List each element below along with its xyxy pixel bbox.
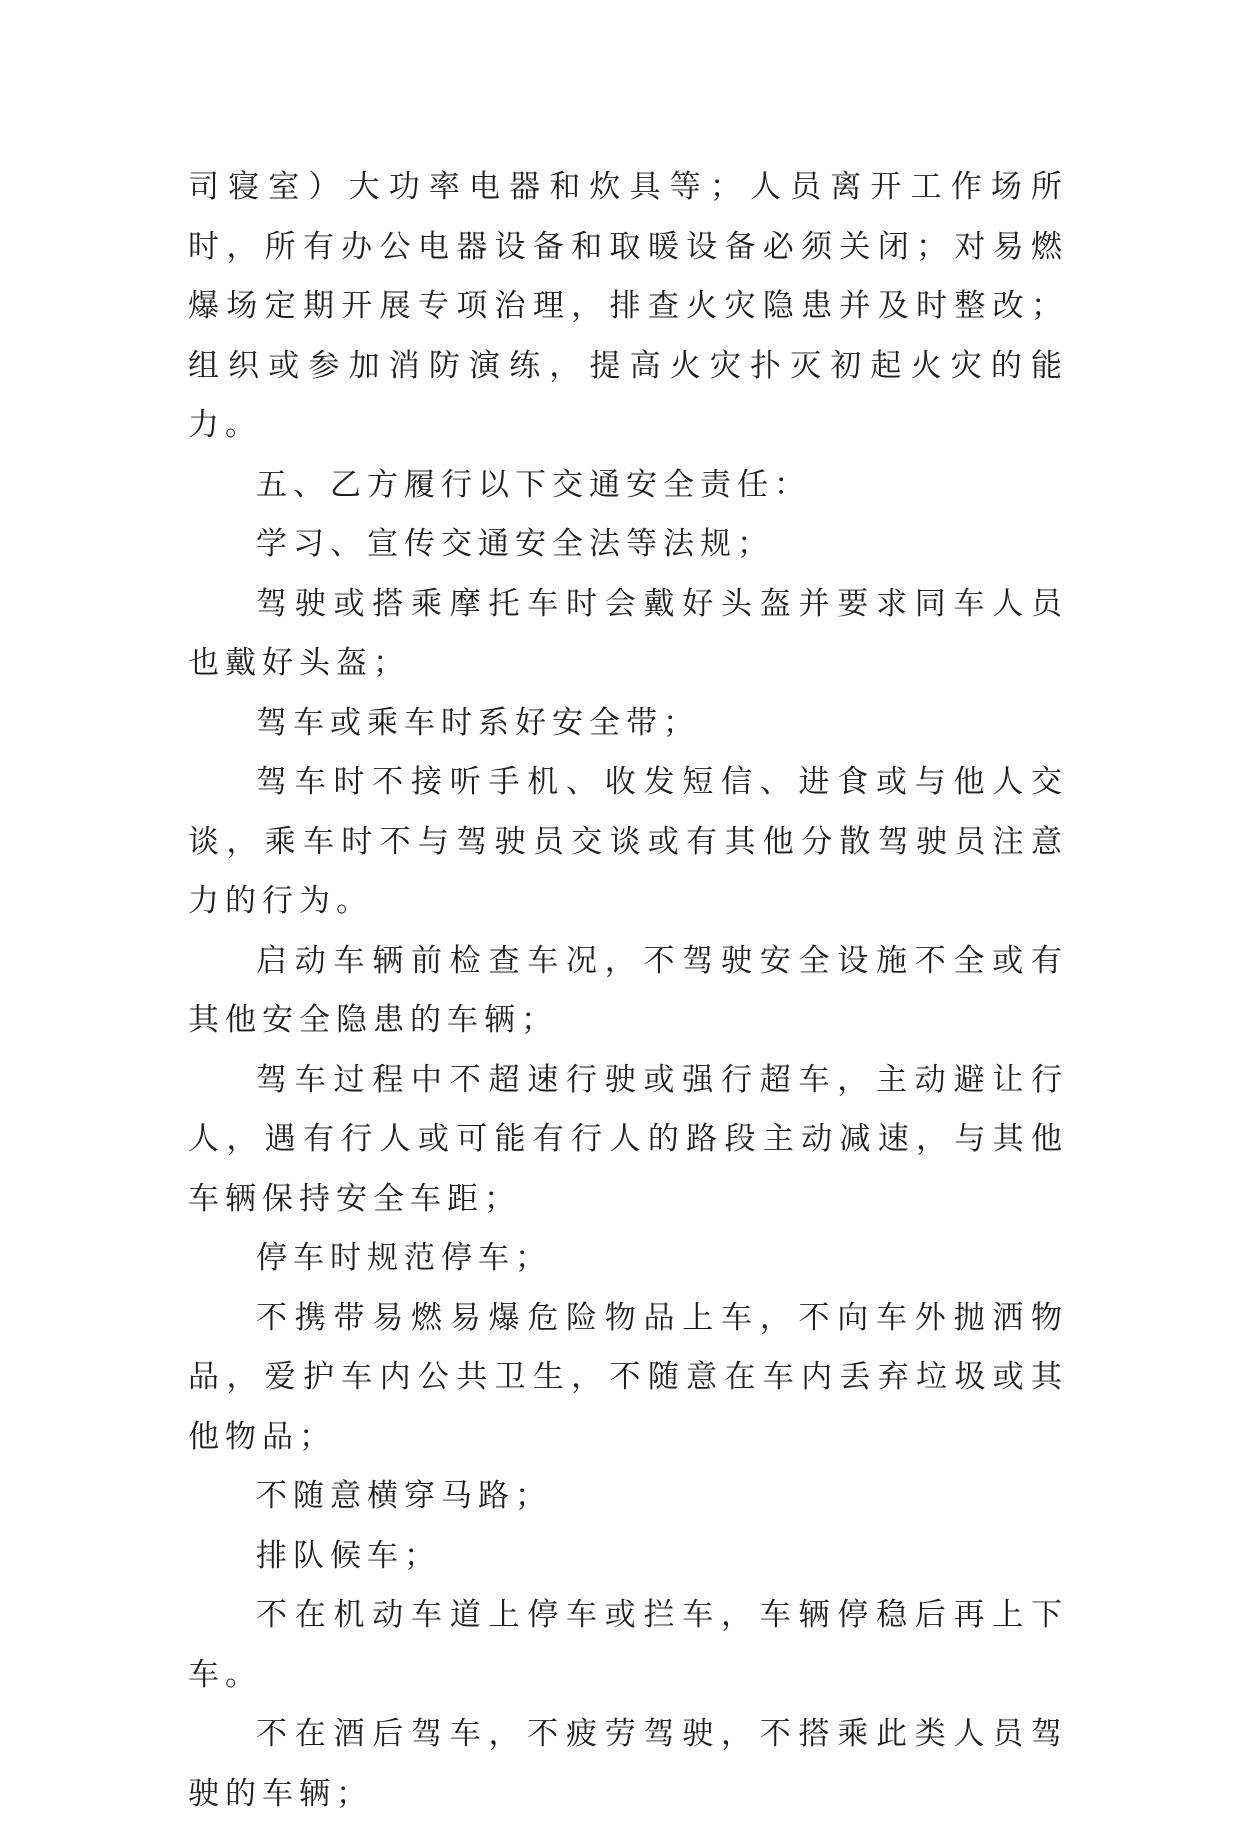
paragraph-fire-safety-continued: 司寝室）大功率电器和炊具等；人员离开工作场所时，所有办公电器设备和取暖设备必须关闭；对易燃爆场定期开展专项治理，排查火灾隐患并及时整改；组织或参加消防演练，提高火灾扑灭初起火灾的能力。	[188, 169, 1068, 443]
paragraph-item: 停车时规范停车；	[256, 1240, 552, 1276]
paragraph-traffic-heading: 五、乙方履行以下交通安全责任：	[256, 466, 811, 503]
paragraph-item: 驾车过程中不超速行驶或强行超车，主动避让行人，遇有行人或可能有行人的路段主动减速，与其他车辆保持安全车距；	[188, 1061, 1068, 1217]
paragraph-item: 学习、宣传交通安全法等法规；	[256, 526, 774, 562]
paragraph-item: 排队候车；	[256, 1537, 441, 1574]
paragraph-item: 不在酒后驾车，不疲劳驾驶，不搭乘此类人员驾驶的车辆；	[188, 1716, 1068, 1812]
paragraph-item: 启动车辆前检查车况，不驾驶安全设施不全或有其他安全隐患的车辆；	[188, 942, 1068, 1038]
paragraph-item: 不随意横穿马路；	[256, 1478, 552, 1514]
paragraph-item: 不在机动车道上停车或拦车，车辆停稳后再上下车。	[188, 1597, 1068, 1693]
paragraph-item: 驾车时不接听手机、收发短信、进食或与他人交谈，乘车时不与驾驶员交谈或有其他分散驾驶员注意力的行为。	[188, 764, 1068, 919]
document-body	[188, 158, 1068, 1824]
paragraph-item: 驾驶或搭乘摩托车时会戴好头盔并要求同车人员也戴好头盔；	[188, 585, 1068, 681]
paragraph-item: 驾车或乘车时系好安全带；	[256, 704, 700, 741]
paragraph-item: 不携带易燃易爆危险物品上车，不向车外抛洒物品，爱护车内公共卫生，不随意在车内丢弃垃圾或其他物品；	[188, 1299, 1068, 1455]
